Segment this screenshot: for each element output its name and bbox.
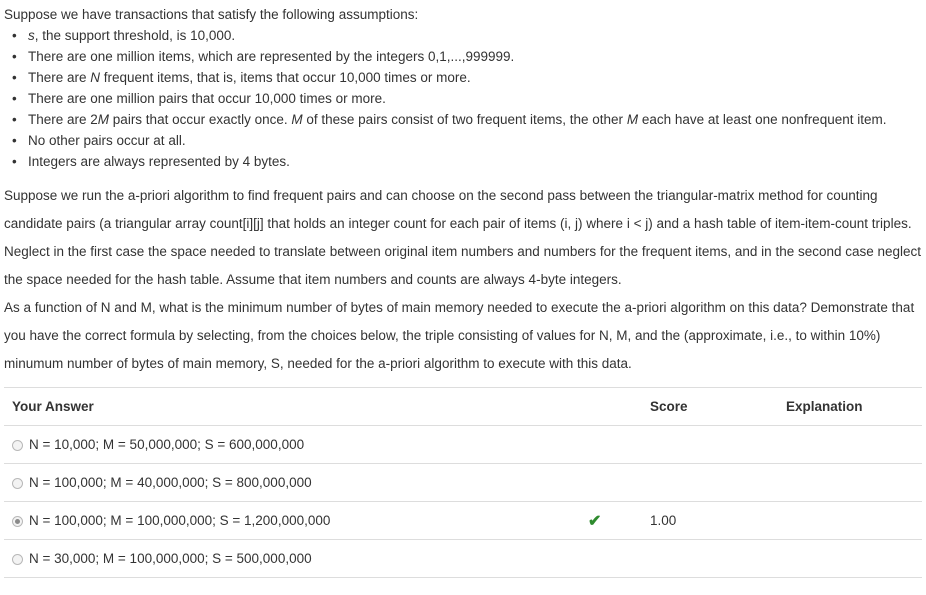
radio-button[interactable] (12, 478, 23, 489)
answer-option[interactable] (4, 540, 580, 578)
list-item: • There are N frequent items, that is, items that occur 10,000 times or more. (28, 67, 922, 88)
score-cell (642, 426, 778, 464)
mark-header (580, 388, 642, 426)
answer-option[interactable] (4, 426, 580, 464)
question-paragraph: As a function of N and M, what is the minimum number of bytes of main memory needed to execute the a-priori algorithm on this data? Demonstrate that you have the correct formula by selecting, from the choices below, the triple consisting of values for N, M, and the (approximate, i.e., to within 10%) minumum number of bytes of main memory, S, needed for the a-priori algorithm to execute with this data. (4, 300, 915, 371)
list-item: • No other pairs occur at all. (28, 130, 922, 151)
radio-button[interactable] (12, 440, 23, 451)
score-cell (642, 540, 778, 578)
answer-option[interactable] (4, 464, 580, 502)
checkmark-icon: ✔ (588, 512, 602, 530)
table-header-row (4, 388, 922, 426)
your-answer-header: Your Answer (4, 388, 580, 426)
question-body (4, 182, 922, 378)
assumptions-list (4, 25, 922, 172)
answer-label: N = 30,000; M = 100,000,000; S = 500,000,000 (29, 551, 312, 566)
correct-mark-cell (580, 426, 642, 464)
list-item: • There are one million pairs that occur 10,000 times or more. (28, 88, 922, 109)
radio-button[interactable] (12, 516, 23, 527)
answer-label: N = 10,000; M = 50,000,000; S = 600,000,000 (29, 437, 305, 452)
answer-option[interactable] (4, 502, 580, 540)
table-row (4, 502, 922, 540)
correct-mark-cell (580, 464, 642, 502)
problem-paragraph: Suppose we run the a-priori algorithm to find frequent pairs and can choose on the second pass between the triangular-matrix method for counting candidate pairs (a triangular array count[i][j] that holds an integer count for each pair of items (i, j) where i < j) and a hash table of item-item-count triples. Neglect in the first case the space needed to translate between original item numbers and numbers for the frequent items, and in the second case neglect the space needed for the hash table. Assume that item numbers and counts are always 4-byte integers. (4, 188, 922, 287)
explanation-header: Explanation (778, 388, 922, 426)
explanation-cell (778, 540, 922, 578)
answer-label: N = 100,000; M = 100,000,000; S = 1,200,000,000 (29, 513, 331, 528)
correct-mark-cell (580, 540, 642, 578)
radio-button[interactable] (12, 554, 23, 565)
answer-label: N = 100,000; M = 40,000,000; S = 800,000,000 (29, 475, 312, 490)
explanation-cell (778, 502, 922, 540)
list-item: • There are one million items, which are represented by the integers 0,1,...,999999. (28, 46, 922, 67)
explanation-cell (778, 426, 922, 464)
score-cell: 1.00 (642, 502, 778, 540)
intro-text: Suppose we have transactions that satisfy the following assumptions: (4, 7, 419, 22)
score-cell (642, 464, 778, 502)
table-row (4, 540, 922, 578)
explanation-cell (778, 464, 922, 502)
list-item: • Integers are always represented by 4 bytes. (28, 151, 922, 172)
answers-table (4, 387, 922, 578)
correct-mark-cell (580, 502, 642, 540)
score-header: Score (642, 388, 778, 426)
table-row (4, 464, 922, 502)
list-item: • s, the support threshold, is 10,000. (28, 25, 922, 46)
list-item: • There are 2M pairs that occur exactly once. M of these pairs consist of two frequent items, the other M each have at least one nonfrequent item. (28, 109, 922, 130)
table-row (4, 426, 922, 464)
